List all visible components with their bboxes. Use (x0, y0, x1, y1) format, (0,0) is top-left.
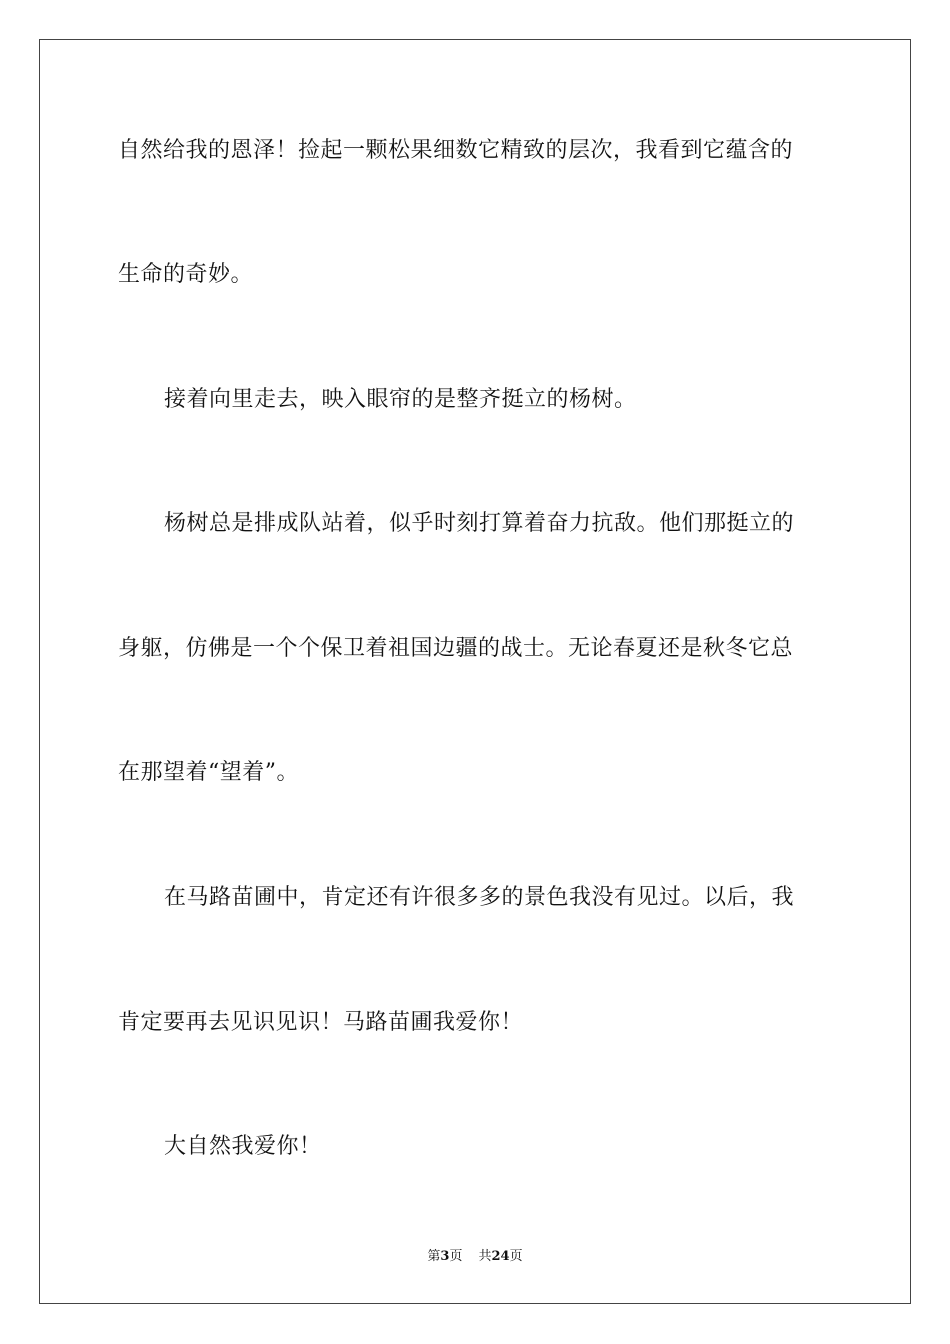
page-border (39, 39, 911, 1304)
paragraph-line: 接着向里走去，映入眼帘的是整齐挺立的杨树。 (164, 387, 637, 412)
total-prefix: 共 (478, 1249, 492, 1264)
paragraph-line: 在那望着“望着”。 (118, 760, 299, 785)
paragraph-line: 自然给我的恩泽！捡起一颗松果细数它精致的层次，我看到它蕴含的 (118, 138, 794, 163)
paragraph-line: 身躯，仿佛是一个个保卫着祖国边疆的战士。无论春夏还是秋冬它总 (118, 636, 794, 661)
paragraph-line: 肯定要再去见识见识！马路苗圃我爱你！ (118, 1010, 524, 1035)
paragraph-line: 在马路苗圃中，肯定还有许很多多的景色我没有见过。以后，我 (164, 885, 795, 910)
page-prefix: 第 (427, 1249, 441, 1264)
paragraph-line: 杨树总是排成队站着，似乎时刻打算着奋力抗敌。他们那挺立的 (164, 511, 795, 536)
total-pages: 24 (491, 1249, 510, 1264)
paragraph-line: 生命的奇妙。 (118, 262, 254, 287)
page-number: 3 (440, 1249, 450, 1264)
page-footer (0, 1248, 950, 1266)
page-suffix: 页 (449, 1249, 463, 1264)
paragraph-line: 大自然我爱你！ (164, 1134, 322, 1159)
total-suffix: 页 (509, 1249, 523, 1264)
